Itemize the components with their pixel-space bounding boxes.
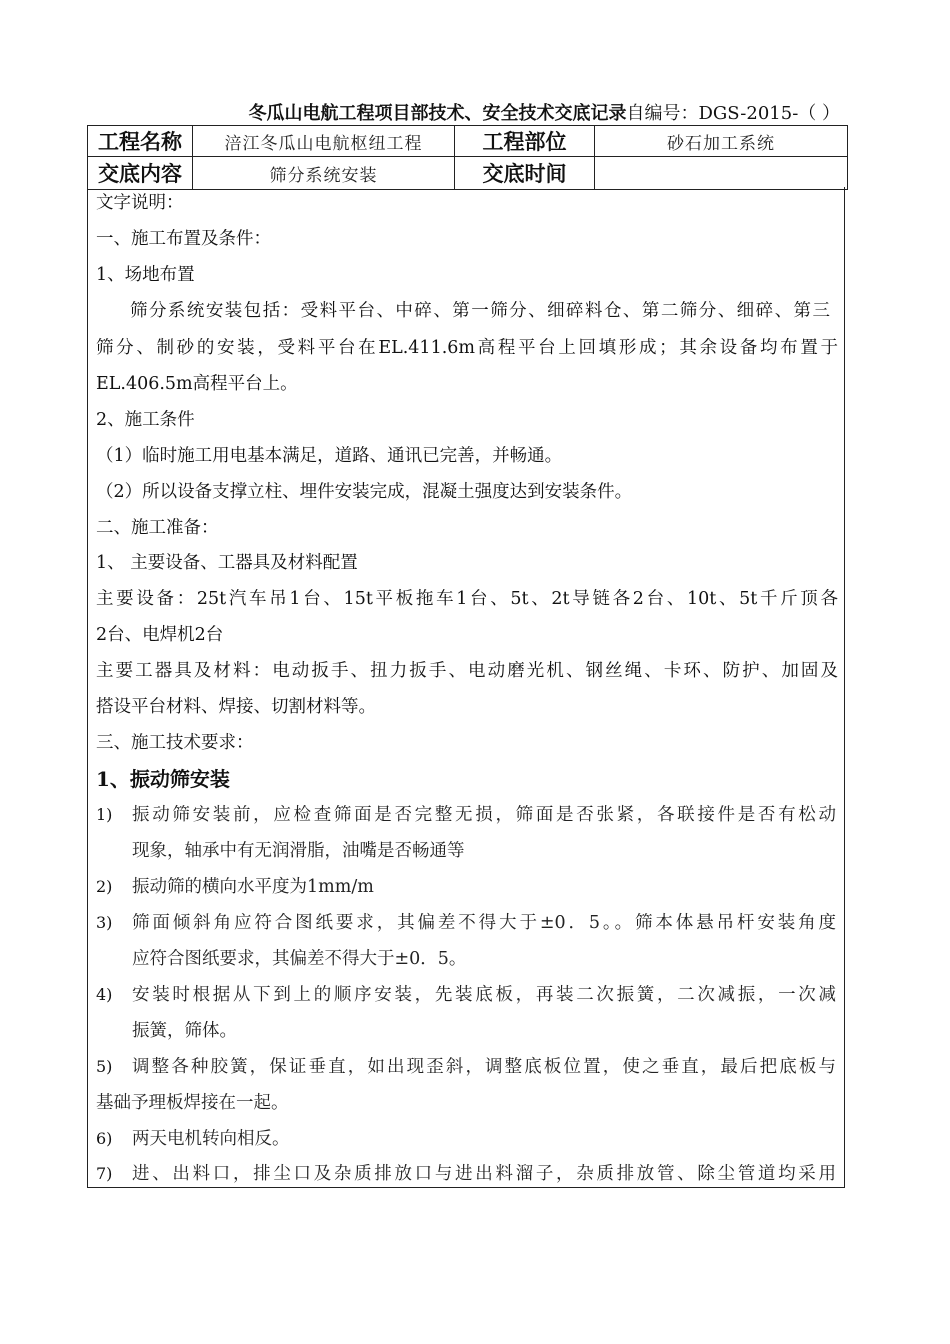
time-label: 交底时间 [455,157,595,190]
paragraph-line: EL.406.5m高程平台上。 [96,374,298,394]
tools-line: 搭设平台材料、焊接、切割材料等。 [96,697,376,717]
time-value [595,157,848,190]
title-code: 自编号：DGS-2015-（ ） [626,103,840,124]
condition-2: （2）所以设备支撑立柱、埋件安装完成，混凝土强度达到安装条件。 [96,482,633,502]
title-bold: 冬瓜山电航工程项目部技术、安全技术交底记录 [248,103,627,124]
body-text [87,187,845,1188]
condition-1: （1）临时施工用电基本满足，道路、通讯已完善，并畅通。 [96,446,563,466]
item-text: 现象，轴承中有无润滑脂，油嘴是否畅通等 [132,841,465,861]
item-number: 7) [96,1164,113,1183]
project-part: 砂石加工系统 [595,126,848,157]
paragraph-line: 筛分系统安装包括：受料平台、中碎、第一筛分、细碎料仓、第二筛分、细碎、第三 [130,301,830,321]
item-text: 进、出料口，排尘口及杂质排放口与进出料溜子，杂质排放管、除尘管道均采用 [132,1164,836,1184]
item-text: 筛面倾斜角应符合图纸要求，其偏差不得大于±0．5。。筛本体悬吊杆安装角度 [132,913,836,933]
item-text: 振动筛安装前，应检查筛面是否完整无损，筛面是否张紧，各联接件是否有松动 [132,805,836,825]
item-text: 振动筛的横向水平度为1mm/m [132,877,374,897]
section-2: 二、施工准备： [96,518,219,538]
project-name-label: 工程名称 [88,126,193,157]
item-text: 调整各种胶簧，保证垂直，如出现歪斜，调整底板位置，使之垂直，最后把底板与 [132,1057,836,1077]
tools-line: 主要工器具及材料：电动扳手、扭力扳手、电动磨光机、钢丝绳、卡环、防护、加固及 [96,661,838,681]
item-number: 2) [96,877,113,896]
project-part-label: 工程部位 [455,126,595,157]
item-number: 1) [96,805,113,824]
item-number: 3) [96,913,113,932]
item-text: 振簧，筛体。 [132,1021,237,1041]
content-value: 筛分系统安装 [193,157,455,190]
content-label: 交底内容 [88,157,193,190]
item-text: 应符合图纸要求，其偏差不得大于±0．5。 [132,949,467,969]
document-title [0,99,840,125]
section-2-1: 1、 主要设备、工器具及材料配置 [96,553,358,573]
equipment-line: 主要设备：25t汽车吊1台、15t平板拖车1台、5t、2t导链各2台、10t、5t千斤顶各 [96,589,838,609]
project-name: 涪江冬瓜山电航枢纽工程 [193,126,455,157]
section-1-1: 1、场地布置 [96,265,195,285]
header-table [87,125,848,190]
section-1-2: 2、施工条件 [96,410,195,430]
item-text: 基础予理板焊接在一起。 [96,1093,289,1113]
item-number: 5) [96,1057,113,1076]
section-3-1-heading: 1、振动筛安装 [96,767,230,791]
equipment-line: 2台、电焊机2台 [96,625,224,645]
item-text: 两天电机转向相反。 [132,1129,290,1149]
item-number: 4) [96,985,113,1004]
item-text: 安装时根据从下到上的顺序安装，先装底板，再装二次振簧，二次减振，一次减 [132,985,836,1005]
section-1: 一、施工布置及条件： [96,229,271,249]
paragraph-line: 筛分、制砂的安装，受料平台在EL.411.6m高程平台上回填形成；其余设备均布置于 [96,338,838,358]
intro-line: 文字说明： [96,193,184,213]
section-3: 三、施工技术要求： [96,733,254,753]
item-number: 6) [96,1129,113,1148]
